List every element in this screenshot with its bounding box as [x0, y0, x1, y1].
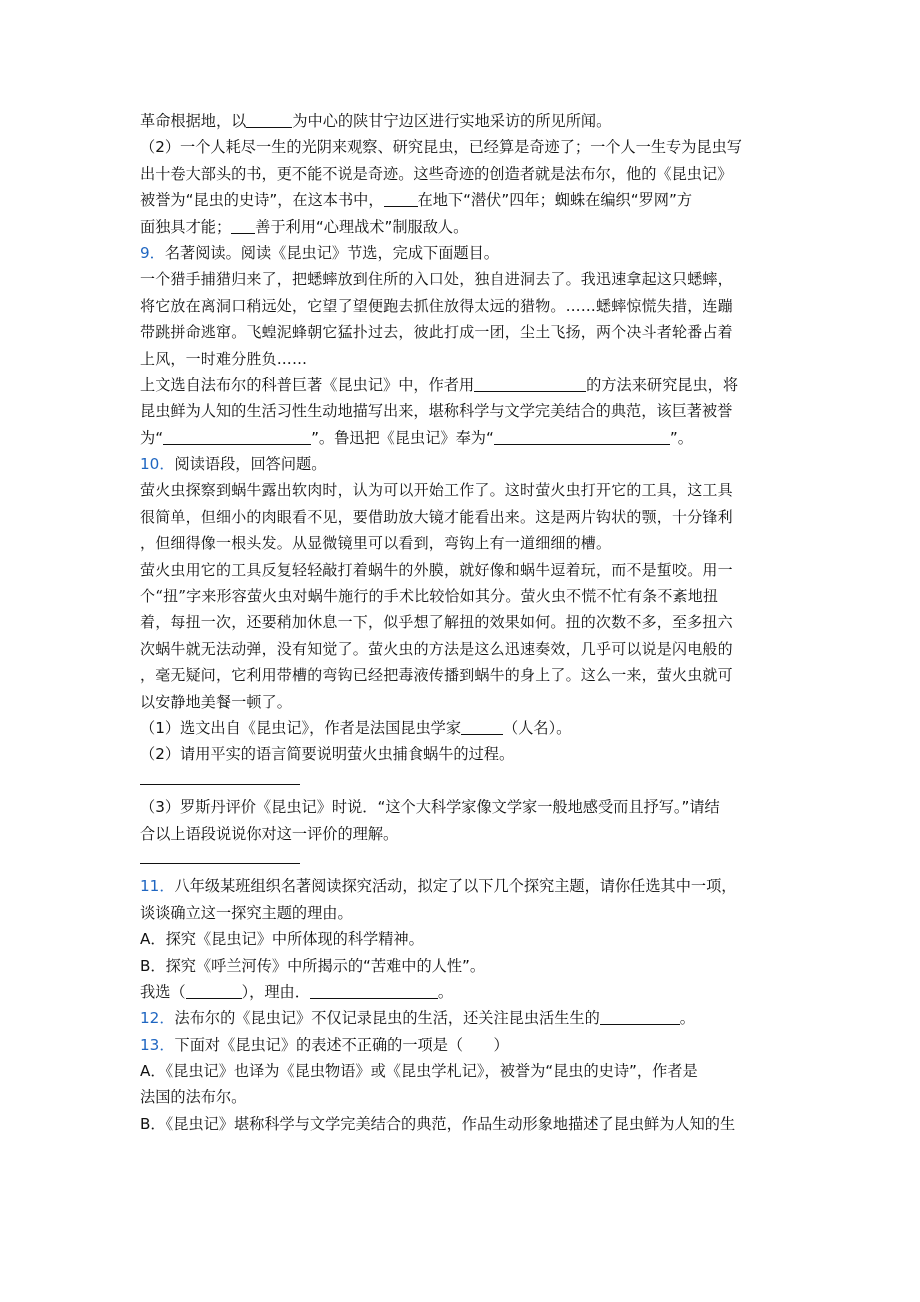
sub-question: 合以上语段说说你对这一评价的理解。	[140, 824, 399, 843]
answer-blank[interactable]	[310, 982, 438, 999]
answer-blank[interactable]	[461, 718, 503, 735]
passage-line: ，毫无疑问，它利用带槽的弯钩已经把毒液传播到蜗牛的身上了。这么一来，萤火虫就可	[140, 666, 733, 685]
answer-line[interactable]	[140, 768, 782, 794]
question-number: 10．	[140, 455, 175, 474]
option-b: B．探究《呼兰河传》中所揭示的“苦难中的人性”。	[140, 956, 486, 975]
excerpt-line: 将它放在离洞口稍远处，它望了望便跑去抓住放得太远的猎物。……蟋蟀惊慌失措，连蹦	[140, 296, 733, 315]
excerpt-line: 上风，一时难分胜负……	[140, 349, 308, 368]
text-line: （2）一个人耗尽一生的光阴来观察、研究昆虫，已经算是奇迹了；一个人一生专为昆虫写	[140, 138, 742, 157]
text-line: 面独具才能； 善于利用“心理战术”制服敌人。	[140, 217, 469, 236]
option-a: A．《昆虫记》也译为《昆虫物语》或《昆虫学札记》，被誉为“昆虫的史诗”，作者是	[140, 1062, 698, 1081]
document-page	[140, 108, 782, 1137]
answer-blank[interactable]	[474, 375, 586, 392]
answer-blank[interactable]	[231, 217, 255, 234]
text-line: 昆虫鲜为人知的生活习性生动地描写出来，堪称科学与文学完美结合的典范，该巨著被誉	[140, 402, 733, 421]
passage-line: 很简单，但细小的肉眼看不见，要借助放大镜才能看出来。这是两片钩状的颚，十分锋利	[140, 507, 733, 526]
question-number: 9．	[140, 243, 165, 262]
passage-line: 萤火虫探察到蜗牛露出软肉时，认为可以开始工作了。这时萤火虫打开它的工具，这工具	[140, 481, 733, 500]
sub-question: （1）选文出自《昆虫记》，作者是法国昆虫学家 （人名）。	[140, 718, 572, 737]
passage-line: 以安静地美餐一顿了。	[140, 692, 293, 711]
text-line: 我选（ ），理由． 。	[140, 982, 454, 1001]
text-line: 上文选自法布尔的科普巨著《昆虫记》中，作者用 的方法来研究昆虫，将	[140, 375, 738, 394]
answer-blank[interactable]	[494, 428, 670, 445]
passage-line: 个“扭”字来形容萤火虫对蜗牛施行的手术比较恰如其分。萤火虫不慌不忙有条不紊地扭	[140, 587, 719, 606]
question-number: 13．	[140, 1035, 175, 1054]
text-line: 革命根据地，以 为中心的陕甘宁边区进行实地采访的所见所闻。	[140, 112, 612, 130]
question-11: 11．八年级某班组织名著阅读探究活动，拟定了以下几个探究主题，请你任选其中一项，	[140, 877, 737, 896]
option-a: A．探究《昆虫记》中所体现的科学精神。	[140, 930, 424, 949]
excerpt-line: 一个猎手捕猎归来了，把蟋蟀放到住所的入口处，独自进洞去了。我迅速拿起这只蟋蟀，	[140, 270, 733, 289]
passage-line: 着，每扭一次，还要稍加休息一下，似乎想了解扭的效果如何。扭的次数不多，至多扭六	[140, 613, 733, 632]
passage-line: 次蜗牛就无法动弹，没有知觉了。萤火虫的方法是这么迅速奏效，几乎可以说是闪电般的	[140, 639, 733, 658]
answer-line[interactable]	[140, 847, 782, 873]
passage-line: ，但细得像一根头发。从显微镜里可以看到，弯钩上有一道细细的槽。	[140, 534, 612, 553]
question-number: 11．	[140, 877, 175, 896]
question-10: 10．阅读语段，回答问题。	[140, 455, 327, 474]
option-a-cont: 法国的法布尔。	[140, 1088, 247, 1107]
answer-blank[interactable]	[186, 982, 242, 999]
question-9: 9．名著阅读。阅读《昆虫记》节选，完成下面题目。	[140, 243, 499, 262]
text-line: 谈谈确立这一探究主题的理由。	[140, 903, 353, 922]
question-number: 12．	[140, 1009, 175, 1028]
passage-line: 萤火虫用它的工具反复轻轻敲打着蜗牛的外膜，就好像和蜗牛逗着玩，而不是蜇咬。用一	[140, 560, 733, 579]
answer-blank[interactable]	[246, 111, 292, 128]
answer-blank[interactable]	[600, 1008, 680, 1025]
question-12: 12．法布尔的《昆虫记》不仅记录昆虫的生活，还关注昆虫活生生的 。	[140, 1009, 695, 1028]
text-line: 被誉为“昆虫的史诗”，在这本书中， 在地下“潜伏”四年；蜘蛛在编织“罗网”方	[140, 191, 693, 210]
sub-question: （2）请用平实的语言简要说明萤火虫捕食蜗牛的过程。	[140, 745, 515, 764]
excerpt-line: 带跳拼命逃窜。飞蝗泥蜂朝它猛扑过去，彼此打成一团，尘土飞扬，两个决斗者轮番占着	[140, 323, 733, 342]
question-13: 13．下面对《昆虫记》的表述不正确的一项是（ ）	[140, 1035, 509, 1054]
text-line: 为“ ”。鲁迅把《昆虫记》奉为“ ”。	[140, 428, 693, 447]
answer-blank[interactable]	[163, 428, 311, 445]
answer-blank[interactable]	[384, 190, 418, 207]
sub-question: （3）罗斯丹评价《昆虫记》时说．“这个大科学家像文学家一般地感受而且抒写。”请结	[140, 798, 720, 817]
option-b: B．《昆虫记》堪称科学与文学完美结合的典范，作品生动形象地描述了昆虫鲜为人知的生	[140, 1114, 736, 1133]
text-line: 出十卷大部头的书，更不能不说是奇迹。这些奇迹的创造者就是法布尔，他的《昆虫记》	[140, 164, 733, 183]
